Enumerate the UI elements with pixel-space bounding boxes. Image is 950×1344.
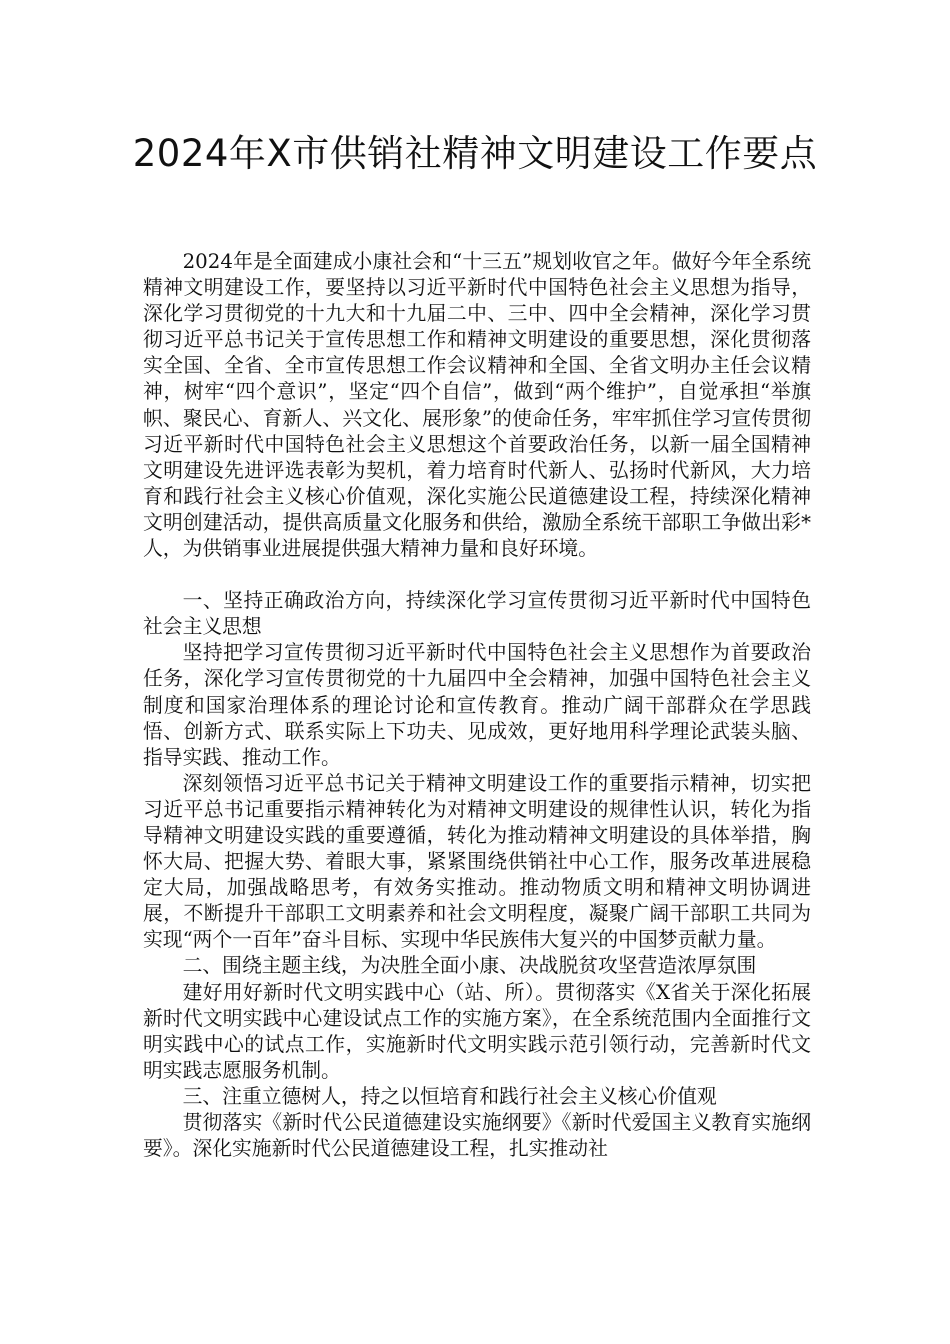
paragraph-intro: 2024年是全面建成小康社会和“十三五”规划收官之年。做好今年全系统精神文明建设工作，要坚持以习近平新时代中国特色社会主义思想为指导，深化学习贯彻党的十九大和十九届二中、三中、四中全会精神，深化学习贯彻习近平总书记关于宣传思想工作和精神文明建设的重要思想，深化贯彻落实全国、全省、全市宣传思想工作会议精神和全国、全省文明办主任会议精神，树牢“四个意识”，坚定“四个自信”，做到“两个维护”，自觉承担“举旗帜、聚民心、育新人、兴文化、展形象”的使命任务，牢牢抓住学习宣传贯彻习近平新时代中国特色社会主义思想这个首要政治任务，以新一届全国精神文明建设先进评选表彰为契机，着力培育时代新人、弘扬时代新风，大力培育和践行社会主义核心价值观，深化实施公民道德建设工程，持续深化精神文明创建活动，提供高质量文化服务和供给，激励全系统干部职工争做出彩*人，为供销事业进展提供强大精神力量和良好环境。 xyxy=(143,250,811,561)
document-body xyxy=(143,249,811,1162)
document-title: 2024年X市供销社精神文明建设工作要点 xyxy=(132,132,818,175)
section-heading-2: 二、围绕主题主线，为决胜全面小康、决战脱贫攻坚营造浓厚氛围 xyxy=(182,954,757,978)
paragraph-2a: 建好用好新时代文明实践中心（站、所）。贯彻落实《X省关于深化拓展新时代文明实践中心建设试点工作的实施方案》，在全系统范围内全面推行文明实践中心的试点工作，实施新时代文明实践示范引领行动，完善新时代文明实践志愿服务机制。 xyxy=(143,980,811,1082)
paragraph-1a: 坚持把学习宣传贯彻习近平新时代中国特色社会主义思想作为首要政治任务，深化学习宣传贯彻党的十九届四中全会精神，加强中国特色社会主义制度和国家治理体系的理论讨论和宣传教育。推动广阔干部群众在学思践悟、创新方式、联系实际上下功夫、见成效，更好地用科学理论武装头脑、指导实践、推动工作。 xyxy=(143,641,811,769)
section-heading-1: 一、坚持正确政治方向，持续深化学习宣传贯彻习近平新时代中国特色社会主义思想 xyxy=(143,589,811,639)
paragraph-1b: 深刻领悟习近平总书记关于精神文明建设工作的重要指示精神，切实把习近平总书记重要指示精神转化为对精神文明建设的规律性认识，转化为指导精神文明建设实践的重要遵循，转化为推动精神文明建设的具体举措，胸怀大局、把握大势、着眼大事，紧紧围绕供销社中心工作，服务改革进展稳定大局，加强战略思考，有效务实推动。推动物质文明和精神文明协调进展，不断提升干部职工文明素养和社会文明程度，凝聚广阔干部职工共同为实现“两个一百年”奋斗目标、实现中华民族伟大复兴的中国梦贡献力量。 xyxy=(143,771,811,952)
section-heading-3: 三、注重立德树人，持之以恒培育和践行社会主义核心价值观 xyxy=(182,1084,717,1108)
paragraph-3a: 贯彻落实《新时代公民道德建设实施纲要》《新时代爱国主义教育实施纲要》。深化实施新时代公民道德建设工程，扎实推动社 xyxy=(143,1111,811,1161)
